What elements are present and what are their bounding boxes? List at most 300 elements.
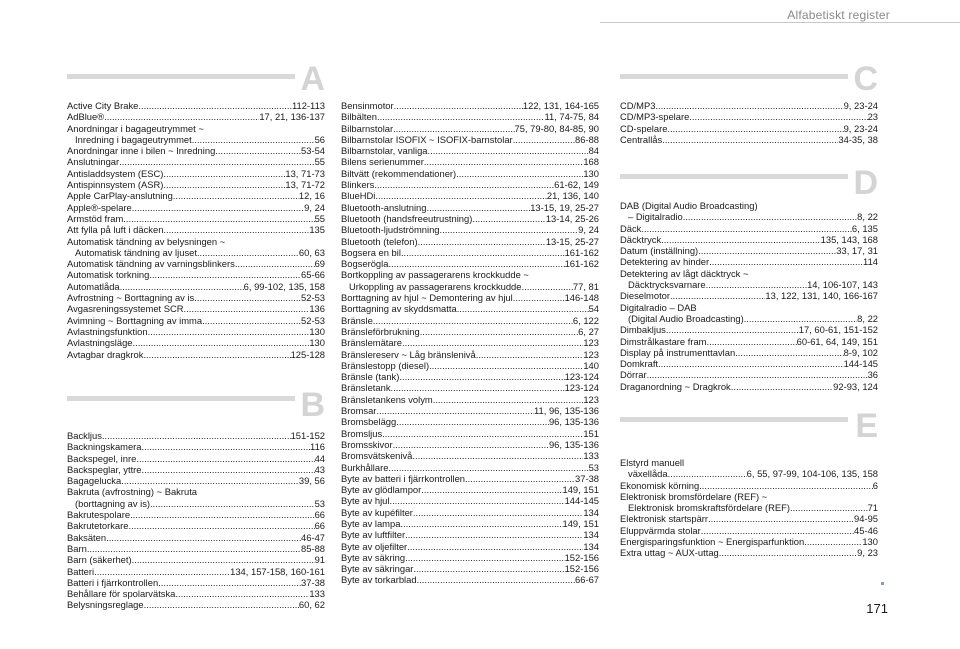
index-entry-label: Batteri (67, 565, 95, 577)
index-entry (341, 394, 599, 405)
index-entry-pages: 69 (314, 258, 325, 270)
index-entry (67, 123, 325, 134)
index-entry-label: Däcktryck (620, 233, 662, 245)
index-entry (67, 554, 325, 565)
index-entry-pages: 11, 74-75, 84 (544, 111, 599, 123)
leader-dots (429, 360, 583, 371)
index-entry-label: (Digital Audio Broadcasting) (628, 312, 744, 324)
index-entry (67, 202, 325, 213)
index-entry-label: Backljus (67, 430, 102, 441)
index-entry-pages: 151 (583, 427, 599, 439)
leader-dots (376, 405, 534, 416)
leader-dots (457, 303, 589, 314)
index-entry-pages: 52-53 (301, 314, 325, 326)
leader-dots (641, 223, 852, 234)
index-entry-label: Automatlåda (67, 280, 120, 292)
index-entry-label: Detektering av hinder (620, 256, 710, 268)
leader-dots (440, 224, 579, 235)
index-entry-label: Burkhållare (341, 461, 389, 473)
index-entry-pages: 60, 63 (298, 246, 325, 258)
index-entry (620, 279, 878, 290)
index-entry (67, 315, 325, 326)
leader-dots (405, 552, 565, 563)
index-entry-pages: 54 (588, 303, 599, 315)
index-entry-label: Bortkoppling av passagerarens krockkudde ~ (341, 269, 529, 281)
leader-dots (668, 468, 747, 479)
index-entry-label: Bogseröglа (341, 258, 389, 270)
index-entry (620, 111, 878, 122)
index-entry-label: Automatisk tändning av belysningen ~ (67, 235, 226, 247)
index-entry-pages: 17, 21, 136-137 (259, 111, 325, 123)
index-entry-pages: 151-152 (290, 430, 325, 441)
index-entry (620, 256, 878, 267)
section-a (67, 60, 325, 360)
page-number: 171 (866, 601, 888, 616)
index-entry-label: Byte av batteri i fjärrkontrollen (341, 472, 466, 484)
index-entry-pages: 134 (583, 529, 599, 541)
index-entry-label: Apple CarPlay-anslutning (67, 190, 173, 202)
section-letter-e: E (855, 407, 878, 445)
leader-dots (130, 509, 315, 520)
index-entry-label: Bilbarnstolar, vanliga (341, 145, 428, 157)
index-entry-pages: 9, 23 (857, 547, 878, 559)
index-entry-pages: 6 (872, 479, 878, 491)
leader-dots (513, 134, 575, 145)
index-entry-pages: 13-14, 25-26 (545, 212, 599, 224)
index-entry-pages: 146-148 (564, 292, 599, 304)
index-entry (341, 416, 599, 427)
index-entry (341, 202, 599, 213)
index-entry (341, 156, 599, 167)
index-entry (620, 480, 878, 491)
index-entry-pages: 60, 62 (298, 599, 325, 611)
index-entry-pages: 112-113 (291, 100, 325, 111)
index-entry-pages: 122, 131, 164-165 (522, 100, 599, 111)
index-entry-label: Bränsle (341, 314, 373, 326)
section-c (620, 60, 878, 145)
section-b (67, 386, 325, 611)
leader-dots (465, 473, 575, 484)
leader-dots (184, 303, 310, 314)
index-entry-label: Anordningar i bagageutrymmet ~ (67, 122, 204, 134)
leader-dots (102, 430, 291, 441)
index-entry-pages: 91 (314, 554, 325, 566)
index-entry-label: Baksäten (67, 531, 107, 543)
index-entry-label: Elektronisk bromsfördelare (REF) ~ (620, 490, 768, 502)
index-entry (67, 111, 325, 122)
leader-dots (407, 541, 583, 552)
index-entry (341, 326, 599, 337)
leader-dots (382, 428, 583, 439)
index-entry-pages: 36 (867, 369, 878, 381)
leader-dots (433, 394, 584, 405)
index-entry-label: Bränsletankens volym (341, 393, 433, 405)
index-entry-label: Datum (inställning) (620, 245, 699, 257)
index-entry-label: Centrallås (620, 133, 663, 145)
index-entry (67, 543, 325, 554)
index-entry (341, 382, 599, 393)
index-entry (620, 336, 878, 347)
index-entry (341, 563, 599, 574)
index-entry-label: Biltvätt (rekommendationer) (341, 167, 457, 179)
index-entry-label: Automatisk tändning av ljuset (75, 246, 197, 258)
index-entry (341, 574, 599, 585)
index-entry (341, 247, 599, 258)
leader-dots (388, 258, 564, 269)
leader-dots (658, 358, 844, 369)
leader-dots (375, 190, 546, 201)
index-entry-label: Active City Brake (67, 100, 139, 111)
leader-dots (396, 416, 549, 427)
index-entry-label: Bromsskivor (341, 438, 393, 450)
leader-dots (670, 290, 765, 301)
index-entry-pages: 13, 71-72 (285, 179, 325, 191)
index-entry (67, 303, 325, 314)
leader-dots (522, 281, 573, 292)
index-entry (620, 513, 878, 524)
index-entry-pages: 123-124 (564, 382, 599, 394)
index-entry-pages: 130 (309, 337, 325, 349)
index-entry-pages: 9, 24 (304, 201, 325, 213)
leader-dots (394, 100, 523, 111)
index-entry-label: Bilbarnstolar ISOFIX ~ ISOFIX-barnstolar (341, 133, 513, 145)
index-entry-pages: 13, 122, 131, 140, 166-167 (765, 290, 878, 302)
index-entry (67, 134, 325, 145)
index-entry-label: Elektronisk bromskraftsfördelare (REF) (628, 502, 791, 514)
index-entry (620, 211, 878, 222)
index-entry-pages: 130 (862, 536, 878, 548)
index-entry-label: Extra uttag ~ AUX-uttag (620, 547, 719, 559)
index-entry-pages: 46-47 (301, 531, 325, 543)
leader-dots (235, 258, 315, 269)
leader-dots (731, 381, 833, 392)
index-entry-label: Bränslereserv ~ Låg bränslenivå (341, 348, 476, 360)
index-entry-label: Urkoppling av passagerarens krockkudde (349, 280, 522, 292)
index-entry-label: Bränsleförbrukning (341, 325, 420, 337)
index-entry-pages: 161-162 (564, 246, 599, 258)
index-entry-label: Byte av säkringar (341, 563, 414, 575)
leader-dots (144, 599, 299, 610)
index-entry (620, 123, 878, 134)
section-bar (67, 396, 295, 401)
leader-dots (106, 532, 301, 543)
header-rule (600, 22, 960, 23)
leader-dots (402, 337, 583, 348)
index-entry-label: Borttagning av hjul ~ Demontering av hjul (341, 292, 513, 304)
index-entry-label: Ekonomisk körning (620, 479, 700, 491)
leader-dots (421, 484, 562, 495)
index-entry (341, 518, 599, 529)
leader-dots (123, 213, 314, 224)
index-entry (67, 486, 325, 497)
index-entry (341, 405, 599, 416)
index-entry (620, 302, 878, 313)
index-entry (67, 453, 325, 464)
index-entry-label: Byte av säkring (341, 551, 406, 563)
index-entry-label: Bränslestopp (diesel) (341, 359, 430, 371)
leader-dots (401, 247, 565, 258)
leader-dots (373, 315, 573, 326)
index-entry-label: Byte av kupéfilter (341, 506, 413, 518)
index-entry (620, 200, 878, 211)
index-entry-pages: 135 (309, 224, 325, 236)
index-entry-label: Bluetooth-ljudströmning (341, 224, 440, 236)
index-entry-label: Anordningar inne i bilen ~ Inredning (67, 145, 216, 157)
index-entry-label: Avlastningsfunktion (67, 325, 148, 337)
entry-list-a (67, 100, 325, 360)
index-entry-pages: 12, 16 (298, 190, 325, 202)
leader-dots (194, 292, 301, 303)
index-entry-label: Batteri i fjärrkontrollen (67, 576, 159, 588)
index-entry-label: Byte av torkarblad (341, 574, 417, 586)
leader-dots (412, 450, 583, 461)
index-entry (341, 236, 599, 247)
index-entry-pages: 85-88 (301, 542, 325, 554)
index-entry-pages: 149, 151 (562, 484, 599, 496)
index-entry-pages: 9, 23-24 (843, 100, 878, 111)
leader-dots (120, 281, 244, 292)
leader-dots (647, 369, 868, 380)
leader-dots (666, 324, 799, 335)
leader-dots (388, 462, 588, 473)
leader-dots (683, 211, 857, 222)
index-entry (67, 599, 325, 610)
index-entry (620, 134, 878, 145)
leader-dots (689, 111, 867, 122)
index-entry-pages: 134 (583, 506, 599, 518)
leader-dots (472, 213, 545, 224)
index-entry (341, 111, 599, 122)
index-entry (620, 491, 878, 502)
index-entry-label: Backningskamera (67, 441, 142, 453)
leader-dots (143, 349, 290, 360)
index-entry-pages: 44 (314, 452, 325, 464)
section-letter-b: B (300, 386, 325, 424)
index-entry (341, 281, 599, 292)
index-entry-pages: 11, 96, 135-136 (534, 405, 599, 417)
leader-dots (377, 111, 544, 122)
leader-dots (698, 245, 836, 256)
leader-dots (138, 100, 292, 111)
leader-dots (150, 498, 315, 509)
index-entry (341, 473, 599, 484)
index-entry (341, 190, 599, 201)
index-entry (341, 428, 599, 439)
index-entry (620, 502, 878, 513)
index-entry-pages: 152-156 (564, 551, 599, 563)
index-entry (341, 495, 599, 506)
index-entry-pages: 71 (867, 502, 878, 514)
index-entry-label: Anslutningar (67, 156, 120, 168)
index-entry-pages: 21, 136, 140 (546, 190, 599, 202)
index-entry (620, 100, 878, 111)
index-entry-pages: 140 (583, 359, 599, 371)
page-marker (881, 582, 884, 585)
index-entry-pages: 13-15, 19, 25-27 (530, 201, 599, 213)
index-entry-pages: 96, 135-136 (548, 438, 599, 450)
index-entry-label: Byte av hjul (341, 495, 390, 507)
index-entry (620, 268, 878, 279)
index-entry-pages: 6, 27 (578, 325, 599, 337)
leader-dots (413, 507, 583, 518)
index-entry-pages: 75, 79-80, 84-85, 90 (514, 122, 599, 134)
index-entry-pages: 144-145 (843, 358, 878, 370)
leader-dots (133, 337, 310, 348)
index-entry (67, 588, 325, 599)
index-entry (67, 224, 325, 235)
leader-dots (197, 247, 299, 258)
leader-dots (136, 453, 314, 464)
index-entry-label: Bromsar (341, 405, 377, 417)
index-entry (341, 337, 599, 348)
index-entry (341, 360, 599, 371)
leader-dots (163, 224, 309, 235)
index-entry (620, 223, 878, 234)
leader-dots (173, 190, 299, 201)
index-entry-pages: 37-38 (301, 576, 325, 588)
index-entry-pages: 123-124 (564, 371, 599, 383)
index-entry-pages: 6, 55, 97-99, 104-106, 135, 158 (746, 468, 878, 480)
leader-dots (94, 566, 230, 577)
index-entry-pages: 13-15, 25-27 (545, 235, 599, 247)
index-entry-label: Bluetooth-anslutning (341, 201, 427, 213)
index-entry (67, 509, 325, 520)
index-entry (67, 213, 325, 224)
index-entry-pages: 9, 23-24 (843, 122, 878, 134)
leader-dots (215, 145, 301, 156)
index-entry-pages: 33, 17, 31 (836, 245, 878, 257)
index-entry-pages: 8, 22 (857, 312, 878, 324)
index-entry (67, 475, 325, 486)
index-entry (341, 258, 599, 269)
index-entry (67, 145, 325, 156)
leader-dots (142, 464, 315, 475)
index-entry-label: CD/MP3 (620, 100, 656, 111)
index-entry-pages: 55 (314, 156, 325, 168)
index-entry (620, 547, 878, 558)
index-entry-label: Avlastningsläge (67, 337, 133, 349)
index-entry-label: Däcktrycksvarnare (628, 279, 706, 291)
leader-dots (142, 441, 311, 452)
index-entry-pages: 123 (583, 348, 599, 360)
index-entry (341, 507, 599, 518)
index-entry-label: (borttagning av is) (75, 497, 151, 509)
index-entry-pages: 65-66 (301, 269, 325, 281)
index-entry-pages: 161-162 (564, 258, 599, 270)
index-entry (341, 439, 599, 450)
index-entry-label: Byte av luftfilter (341, 529, 406, 541)
index-entry-pages: 133 (309, 588, 325, 600)
index-entry-pages: 125-128 (290, 348, 325, 360)
index-entry (67, 292, 325, 303)
index-entry-label: AdBlue® (67, 111, 105, 123)
index-entry-label: Bagagelucka (67, 475, 122, 487)
index-entry (67, 349, 325, 360)
index-entry (67, 156, 325, 167)
leader-dots (744, 313, 857, 324)
index-entry-label: Bilbälten (341, 111, 377, 123)
running-header-title: Alfabetiskt register (787, 8, 890, 22)
index-entry (620, 290, 878, 301)
index-entry-pages: 6, 135 (851, 222, 878, 234)
index-entry (341, 145, 599, 156)
index-entry-pages: 61-62, 149 (554, 179, 599, 191)
section-letter-c: C (853, 60, 878, 98)
section-b-continued (341, 100, 599, 586)
index-entry (620, 369, 878, 380)
leader-dots (513, 292, 565, 303)
index-entry-label: Automatisk torkning (67, 269, 150, 281)
index-entry-label: Avimning ~ Borttagning av imma (67, 314, 203, 326)
index-entry (67, 168, 325, 179)
index-entry (341, 292, 599, 303)
index-entry-label: Behållare för spolarvätska (67, 588, 176, 600)
index-entry-pages: 136 (309, 303, 325, 315)
index-entry (341, 213, 599, 224)
leader-dots (708, 513, 854, 524)
section-e (620, 407, 878, 559)
index-entry-label: – Digitalradio (628, 211, 683, 223)
index-entry-label: Bilbarnstolar (341, 122, 394, 134)
index-entry (67, 258, 325, 269)
index-entry (67, 337, 325, 348)
leader-dots (420, 326, 578, 337)
index-entry-label: Antisladdsystem (ESC) (67, 167, 164, 179)
index-entry-label: Dimbakljus (620, 324, 666, 336)
leader-dots (158, 577, 301, 588)
index-entry-pages: 84 (588, 145, 599, 157)
index-entry-label: Apple®-spelare (67, 201, 132, 213)
index-entry-label: Dörrar (620, 369, 647, 381)
index-entry (341, 123, 599, 134)
index-entry (341, 462, 599, 473)
leader-dots (417, 574, 575, 585)
index-entry-label: Bluetooth (handsfreeutrustning) (341, 212, 473, 224)
index-entry-label: Backspegel, inre (67, 452, 137, 464)
leader-dots (790, 502, 868, 513)
leader-dots (428, 145, 589, 156)
leader-dots (661, 234, 820, 245)
leader-dots (667, 123, 843, 134)
leader-dots (655, 100, 843, 111)
index-entry-label: Dimstrålkastare fram (620, 335, 707, 347)
index-entry (67, 498, 325, 509)
index-entry-label: Bakrutetorkare (67, 520, 129, 532)
index-entry-pages: 86-88 (575, 133, 599, 145)
leader-dots (104, 111, 259, 122)
index-entry-label: CD/MP3-spelare (620, 111, 690, 123)
index-entry-pages: 94-95 (854, 513, 878, 525)
index-entry-label: Bilens serienummer (341, 156, 424, 168)
index-entry-pages: 66-67 (575, 574, 599, 586)
index-entry-pages: 55 (314, 212, 325, 224)
leader-dots (701, 525, 854, 536)
entry-list-b-continued (341, 100, 599, 586)
leader-dots (413, 563, 564, 574)
index-entry-label: Avfrostning ~ Borttagning av is (67, 292, 195, 304)
index-entry-pages: 77, 81 (572, 280, 599, 292)
index-entry-label: Avtagbar dragkrok (67, 348, 144, 360)
index-entry (67, 236, 325, 247)
leader-dots (148, 326, 310, 337)
index-entry-label: Antispinnsystem (ASR) (67, 179, 164, 191)
index-entry-label: Bränsletank (341, 382, 391, 394)
index-entry (341, 269, 599, 280)
index-entry-label: Armstöd fram (67, 212, 124, 224)
index-entry (67, 247, 325, 258)
index-entry-label: Inredning i bagageutrymmet (75, 133, 192, 145)
leader-dots (389, 495, 564, 506)
